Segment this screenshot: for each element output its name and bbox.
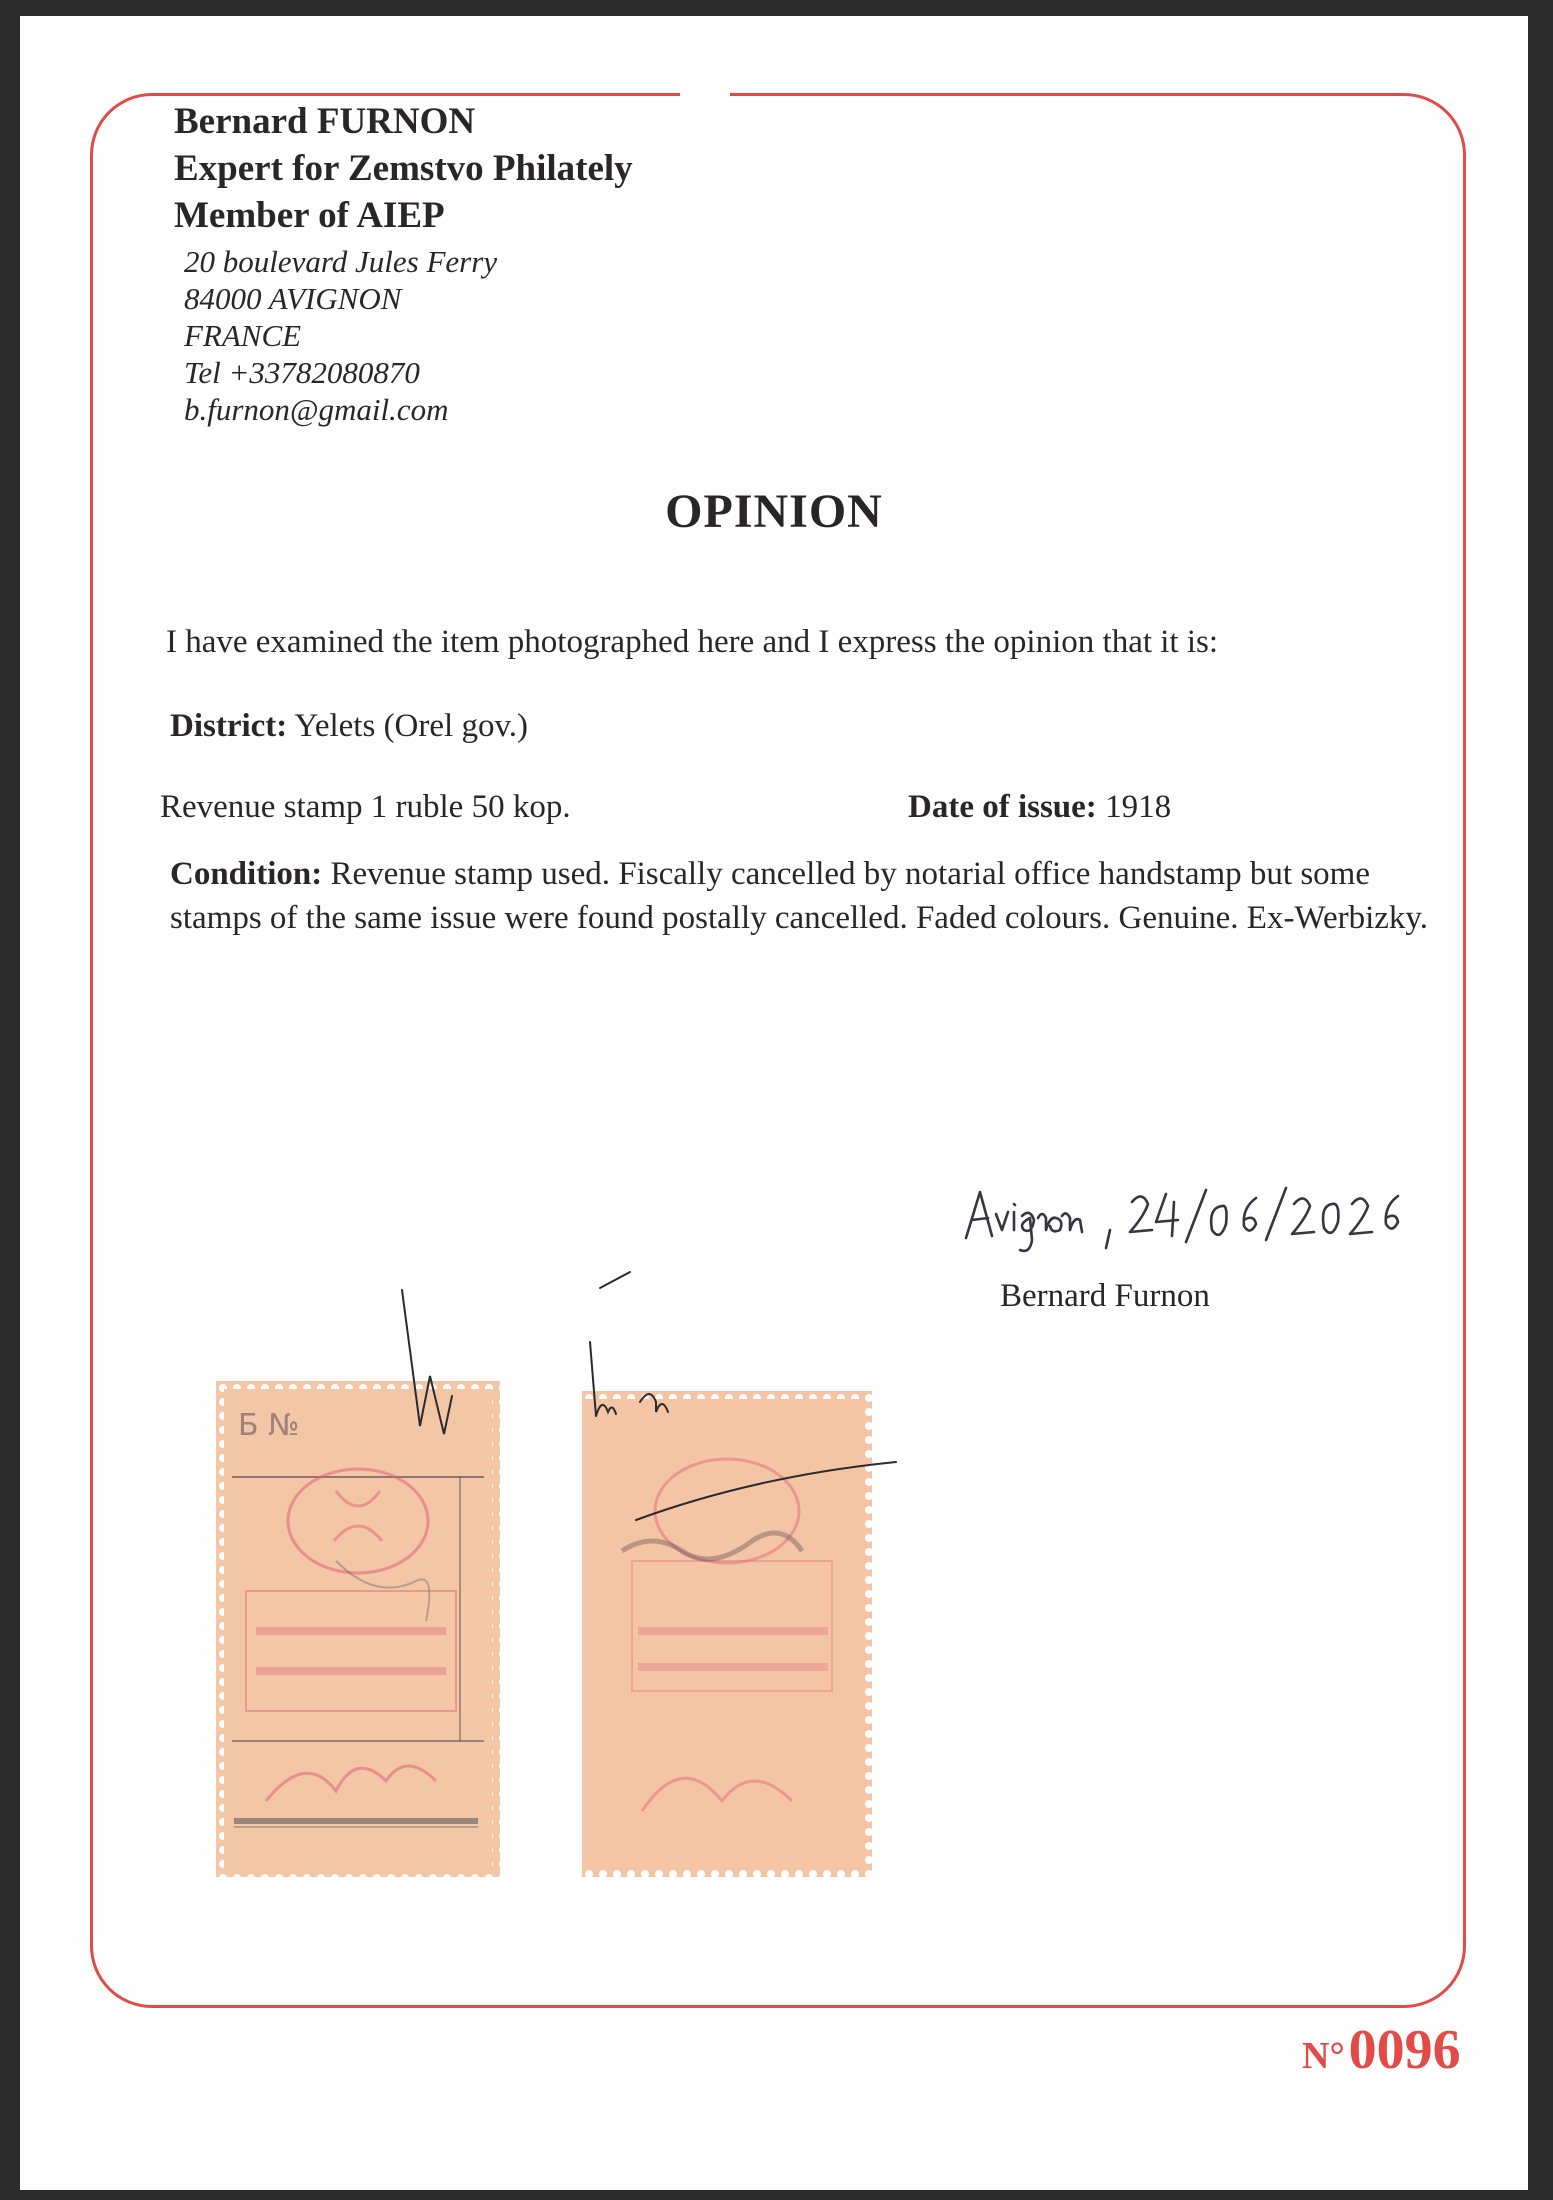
date-label: Date of issue: [908, 789, 1097, 825]
frame-gap [680, 86, 730, 100]
expert-name: Bernard FURNON [174, 101, 476, 142]
condition-paragraph [170, 852, 1430, 940]
district-value: Yelets (Orel gov.) [294, 708, 529, 744]
date-line [908, 789, 1171, 826]
condition-label: Condition: [170, 856, 323, 892]
phone-number: Tel +33782080870 [184, 355, 420, 390]
intro-text: I have examined the item photographed here and I express the opinion that it is: [166, 624, 1219, 660]
certificate-number [1302, 2018, 1461, 2082]
number-value: 0096 [1348, 2019, 1461, 2081]
district-line [170, 708, 528, 745]
document-title: OPINION [665, 485, 883, 538]
date-value: 1918 [1105, 789, 1172, 825]
email-address: b.furnon@gmail.com [184, 392, 449, 427]
certificate-page [20, 16, 1528, 2190]
expert-membership: Member of AIEP [174, 195, 445, 236]
stamp-1-text: Б № [238, 1408, 300, 1443]
item-description: Revenue stamp 1 ruble 50 kop. [160, 789, 571, 825]
condition-value: Revenue stamp used. Fiscally cancelled by notarial office handstamp but some stamps of the same issue were found postally cancelled. Faded colours. Genuine. Ex-Werbizky. [170, 856, 1428, 936]
expert-title: Expert for Zemstvo Philately [174, 148, 633, 189]
pencil-marks [360, 1266, 900, 1546]
address-country: FRANCE [184, 318, 302, 353]
signer-name: Bernard Furnon [1000, 1278, 1210, 1314]
address-line-2: 84000 AVIGNON [184, 281, 402, 316]
district-label: District: [170, 708, 288, 744]
number-prefix: N° [1302, 2035, 1345, 2077]
handwritten-place-date [960, 1166, 1480, 1266]
address-line-1: 20 boulevard Jules Ferry [184, 244, 498, 279]
